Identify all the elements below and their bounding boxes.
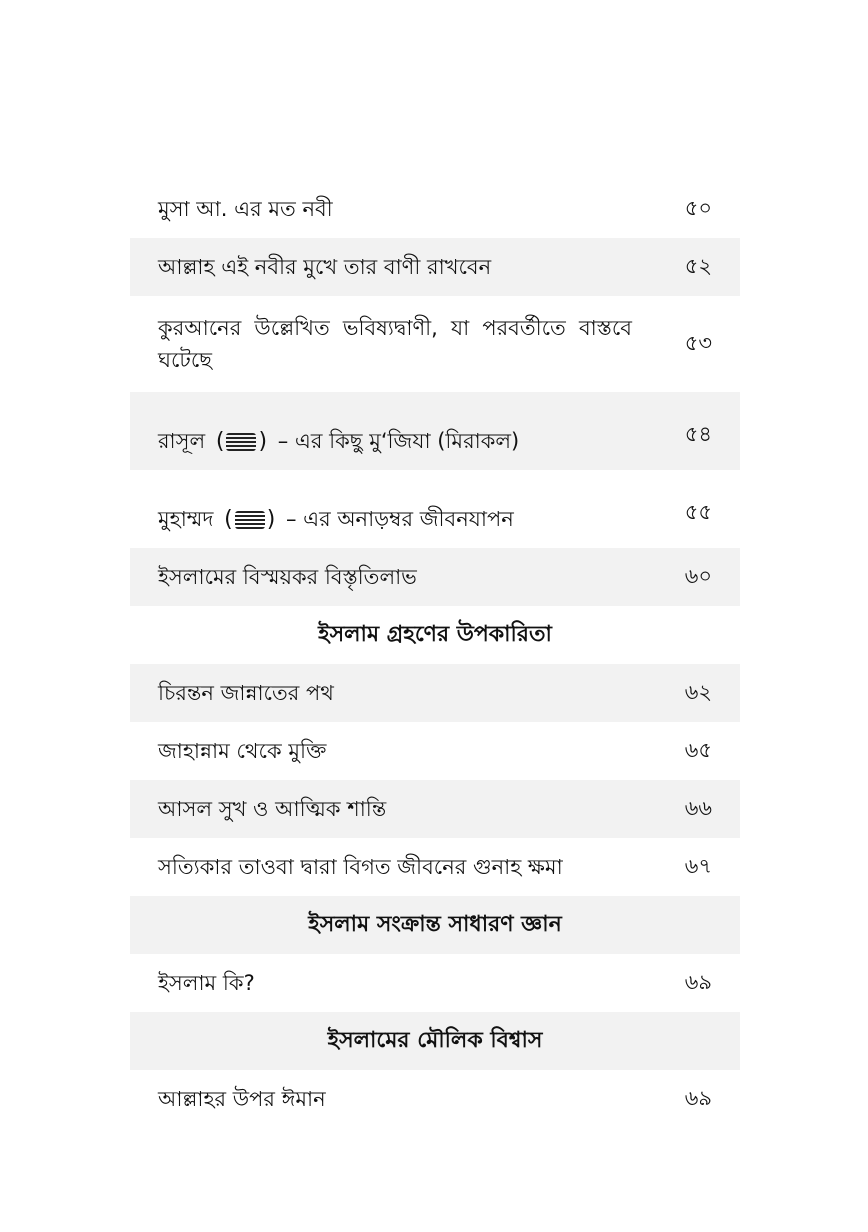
- toc-entry-title: জাহান্নাম থেকে মুক্তি: [158, 739, 327, 763]
- toc-entry-page: ৬৯: [684, 1085, 712, 1110]
- toc-entry-title: চিরন্তন জান্নাতের পথ: [158, 681, 334, 705]
- section-heading: ইসলাম গ্রহণের উপকারিতা: [318, 621, 552, 647]
- toc-row[interactable]: [130, 954, 740, 1012]
- toc-entry-title: ইসলামের বিস্ময়কর বিস্তৃতিলাভ: [158, 565, 417, 589]
- toc-entry-page: ৬২: [684, 679, 712, 704]
- toc-entry-title: আল্লাহর উপর ঈমান: [158, 1087, 326, 1111]
- toc-entry-title: আল্লাহ এই নবীর মুখে তার বাণী রাখবেন: [158, 255, 492, 279]
- toc-entry-title: [158, 503, 672, 536]
- pbuh-calligraphy-icon: ( ): [215, 429, 268, 454]
- toc-entry-title: ইসলাম কি?: [158, 971, 255, 995]
- toc-row[interactable]: [130, 238, 740, 296]
- toc-entry-page: ৫৩: [684, 330, 712, 355]
- pbuh-calligraphy-icon: ( ): [224, 507, 276, 532]
- toc-entry-page: ৬৭: [684, 853, 712, 878]
- section-heading: ইসলামের মৌলিক বিশ্বাস: [130, 1012, 740, 1070]
- toc-entry-title: কুরআনের উল্লেখিত ভবিষ্যদ্বাণী, যা পরবর্তীতে বাস্তবে ঘটেছে: [158, 316, 632, 372]
- toc-row[interactable]: [130, 548, 740, 606]
- toc-entry-page: ৬৫: [684, 737, 712, 762]
- toc-entry-page: ৫৪: [684, 422, 712, 446]
- toc-entry-title-pre: রাসূল: [158, 429, 206, 453]
- toc-row[interactable]: [130, 180, 740, 238]
- toc-entry-title: আসল সুখ ও আত্মিক শান্তি: [158, 797, 387, 821]
- toc-entry-title-post: – এর অনাড়ম্বর জীবনযাপন: [285, 507, 514, 531]
- toc-entry-page: ৬৬: [684, 795, 712, 820]
- toc-row[interactable]: [130, 838, 740, 896]
- toc-entry-title: সত্যিকার তাওবা দ্বারা বিগত জীবনের গুনাহ ক্ষমা: [158, 855, 563, 879]
- toc-entry-page: ৫২: [684, 253, 712, 278]
- toc-row[interactable]: [130, 470, 740, 548]
- toc-entry-title: মুসা আ. এর মত নবী: [158, 197, 333, 221]
- toc-row[interactable]: [130, 1070, 740, 1128]
- toc-row[interactable]: [130, 780, 740, 838]
- toc-entry-title-post: – এর কিছু মু‘জিযা (মিরাকল): [277, 429, 520, 453]
- toc-row[interactable]: [130, 392, 740, 470]
- toc-entry-page: ৫০: [684, 195, 712, 220]
- toc-entry-title: [158, 425, 672, 458]
- section-heading: ইসলাম সংক্রান্ত সাধারণ জ্ঞান: [130, 896, 740, 954]
- toc-row[interactable]: [130, 296, 740, 392]
- toc-row[interactable]: [130, 722, 740, 780]
- toc-row[interactable]: [130, 664, 740, 722]
- toc-entry-page: ৬০: [684, 563, 712, 588]
- toc-entry-page: ৬৯: [684, 969, 712, 994]
- toc-entry-title-pre: মুহাম্মদ: [158, 507, 214, 531]
- toc-entry-page: ৫৫: [684, 500, 712, 524]
- table-of-contents: [130, 180, 740, 1128]
